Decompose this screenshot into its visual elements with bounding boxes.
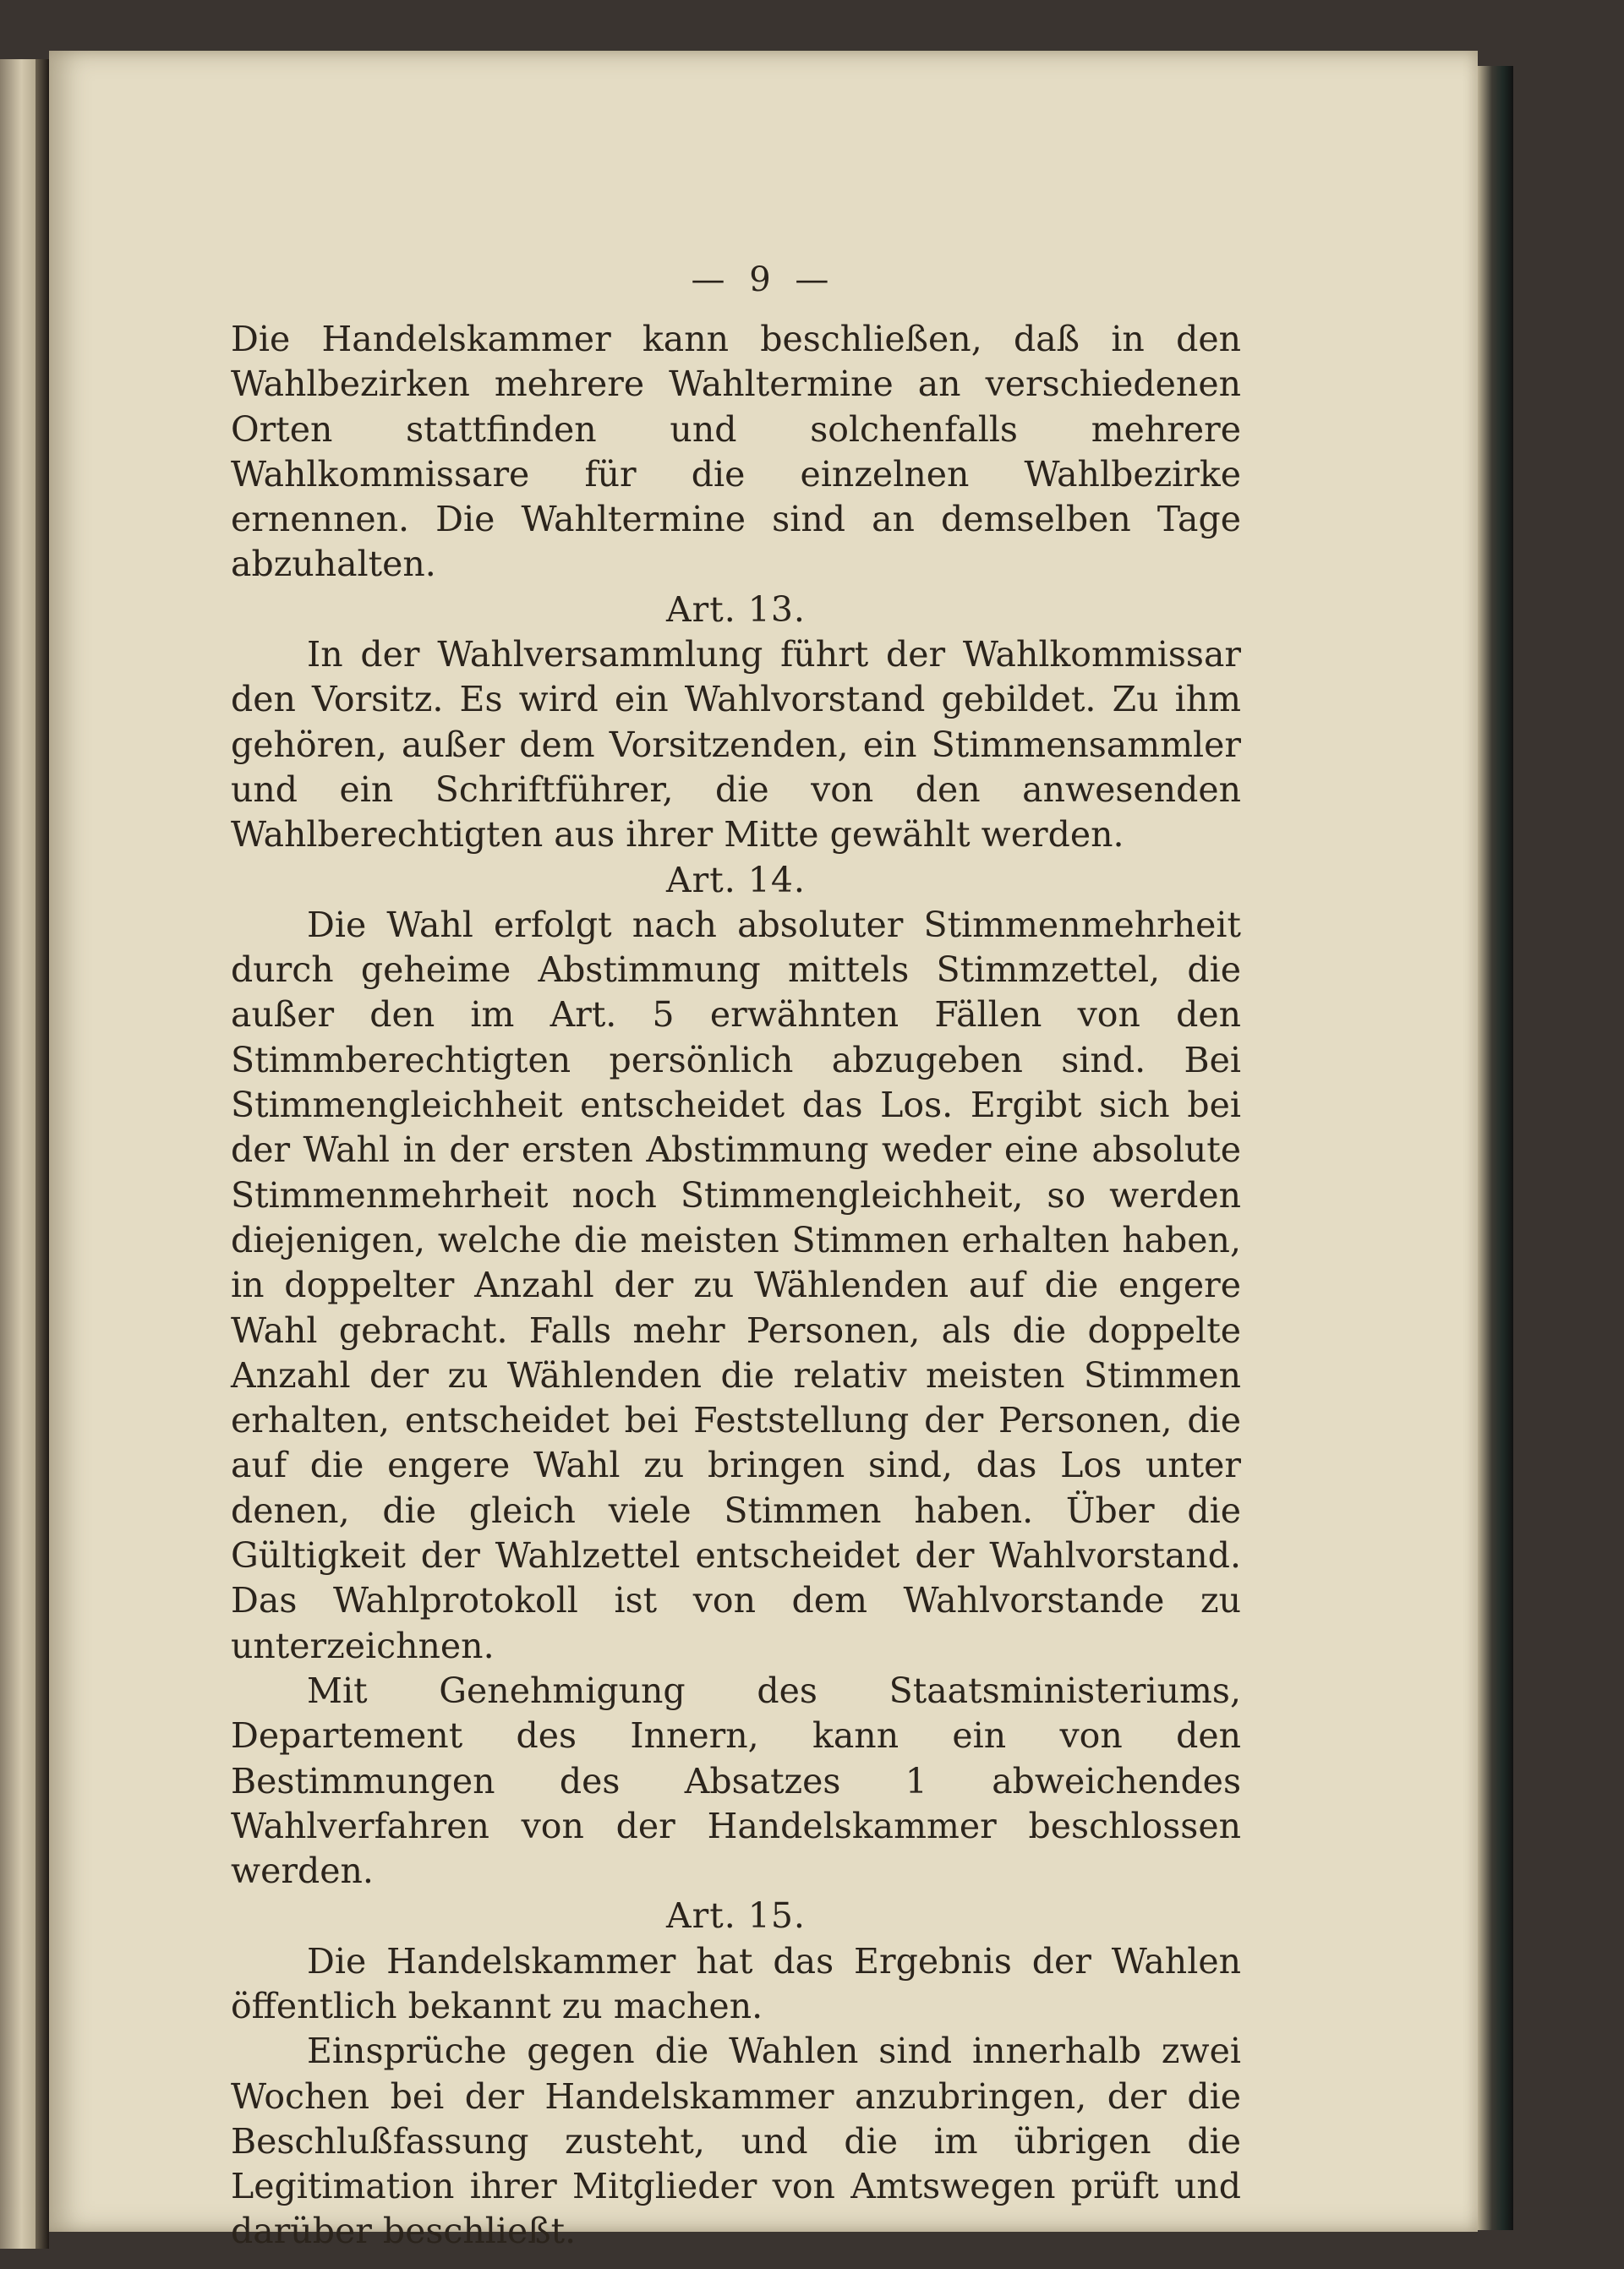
article-14-heading: Art. 14. xyxy=(666,859,806,900)
paragraph-art-15: Die Handelskammer hat das Ergebnis der Wahlen öffentlich bekannt zu machen. xyxy=(231,1940,1241,2026)
book-page xyxy=(49,51,1478,2252)
page-number: — 9 — xyxy=(691,260,836,299)
paragraph-intro: Die Handelskammer kann beschließen, daß in den Wahlbezirken mehrere Wahltermine an verschiedenen Orten stattfinden und solchenfalls mehrere Wahlkommissare für die einzelnen Wahlbezirke ernennen. Die Wahltermine sind an demselben Tage abzuhalten. xyxy=(231,319,1241,585)
paragraph-art-14: Die Wahl erfolgt nach absoluter Stimmenmehrheit durch geheime Abstimmung mittels Stimmzettel, die außer den im Art. 5 erwähnten Fällen von den Stimmberechtigten persönlich abzugeben sind. Bei Stimmengleichheit entscheidet das Los. Ergibt sich bei der Wahl in der ersten Abstimmung weder eine absolute Stimmenmehrheit noch Stimmengleichheit, so werden diejenigen, welche die meisten Stimmen erhalten haben, in doppelter Anzahl der zu Wählenden auf die engere Wahl gebracht. Falls mehr Personen, als die doppelte Anzahl der zu Wählenden die relativ meisten Stimmen erhalten, entscheidet bei Feststellung der Personen, die auf die engere Wahl zu bringen sind, das Los unter denen, die gleich viele Stimmen haben. Über die Gültigkeit der Wahlzettel entscheidet der Wahlvorstand. Das Wahlprotokoll ist von dem Wahlvorstande zu unterzeichnen. xyxy=(231,904,1241,1666)
article-13-heading: Art. 13. xyxy=(666,588,806,630)
paragraph-art-14-approval: Mit Genehmigung des Staatsministeriums, Departement des Innern, kann ein von den Bestimmungen des Absatzes 1 abweichendes Wahlverfahren von der Handelskammer beschlossen werden. xyxy=(231,1670,1241,1892)
paragraph-art-15-objections: Einsprüche gegen die Wahlen sind innerhalb zwei Wochen bei der Handelskammer anzubringen, der die Beschlußfassung zusteht, und die im übrigen die Legitimation ihrer Mitglieder von Amtswegen prüft und darüber beschließt. xyxy=(231,2031,1241,2252)
article-15-heading: Art. 15. xyxy=(666,1895,806,1937)
page-edge xyxy=(1478,66,1513,2230)
book-gutter xyxy=(36,59,49,2249)
previous-page-edge xyxy=(0,59,36,2249)
page-text xyxy=(231,317,1241,2255)
paragraph-art-13: In der Wahlversammlung führt der Wahlkommissar den Vorsitz. Es wird ein Wahlvorstand gebildet. Zu ihm gehören, außer dem Vorsitzenden, ein Stimmensammler und ein Schriftführer, die von den anwesenden Wahlberechtigten aus ihrer Mitte gewählt werden. xyxy=(231,634,1241,856)
